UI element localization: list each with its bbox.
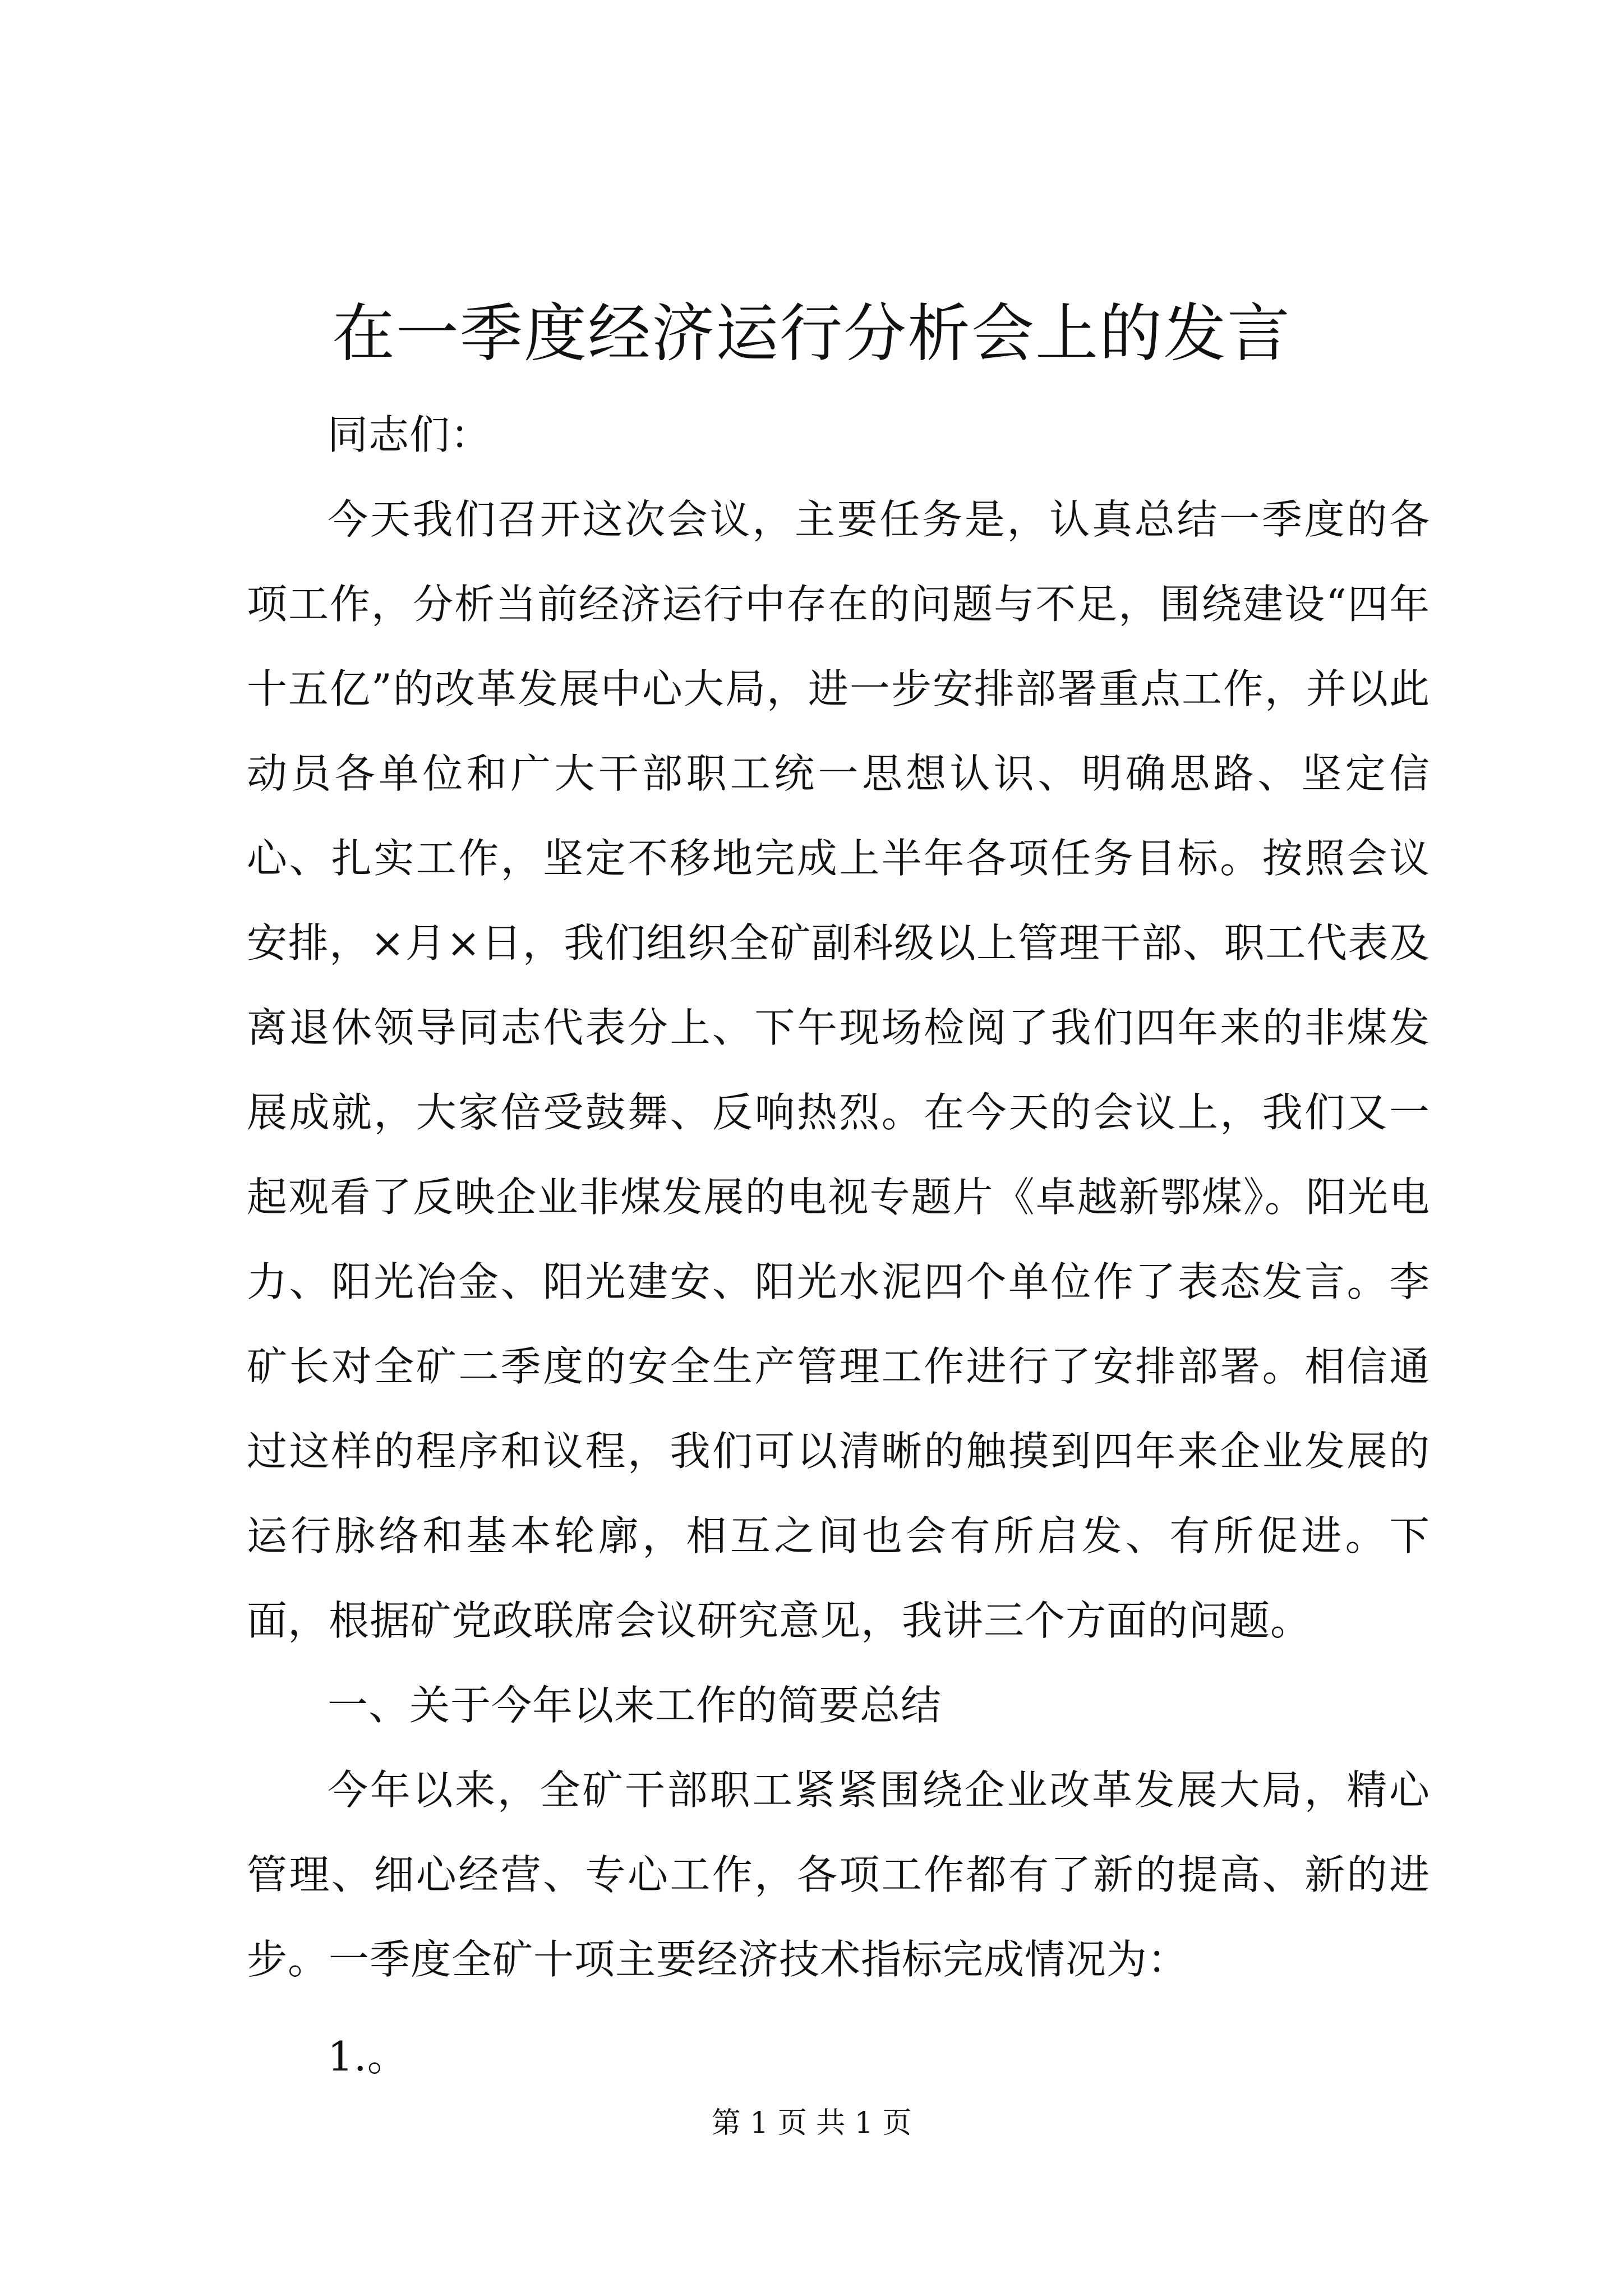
document-title: 在一季度经济运行分析会上的发言 <box>332 297 1291 370</box>
section-paragraph: 今年以来，全矿干部职工紧紧围绕企业改革发展大局，精心管理、细心经营、专心工作，各项工作都有了新的提高、新的进步。一季度全矿十项主要经济技术指标完成情况为： <box>247 1766 1430 1983</box>
document-body <box>247 393 1430 2099</box>
body-paragraph: 今天我们召开这次会议，主要任务是，认真总结一季度的各项工作，分析当前经济运行中存在的问题与不足，围绕建设“四年十五亿”的改革发展中心大局，进一步安排部署重点工作，并以此动员各单位和广大干部职工统一思想认识、明确思路、坚定信心、扎实工作，坚定不移地完成上半年各项任务目标。按照会议安排，×月×日，我们组织全矿副科级以上管理干部、职工代表及离退休领导同志代表分上、下午现场检阅了我们四年来的非煤发展成就，大家倍受鼓舞、反响热烈。在今天的会议上，我们又一起观看了反映企业非煤发展的电视专题片《卓越新鄂煤》。阳光电力、阳光冶金、阳光建安、阳光水泥四个单位作了表态发言。李矿长对全矿二季度的安全生产管理工作进行了安排部署。相信通过这样的程序和议程，我们可以清晰的触摸到四年来企业发展的运行脉络和基本轮廓，相互之间也会有所启发、有所促进。下面，根据矿党政联席会议研究意见，我讲三个方面的问题。 <box>247 496 1430 1644</box>
page-footer: 第 1 页 共 1 页 <box>711 2106 912 2140</box>
salutation: 同志们： <box>328 411 492 458</box>
list-item: 1.。 <box>328 2033 408 2080</box>
section-heading: 一、关于今年以来工作的简要总结 <box>328 1682 942 1729</box>
